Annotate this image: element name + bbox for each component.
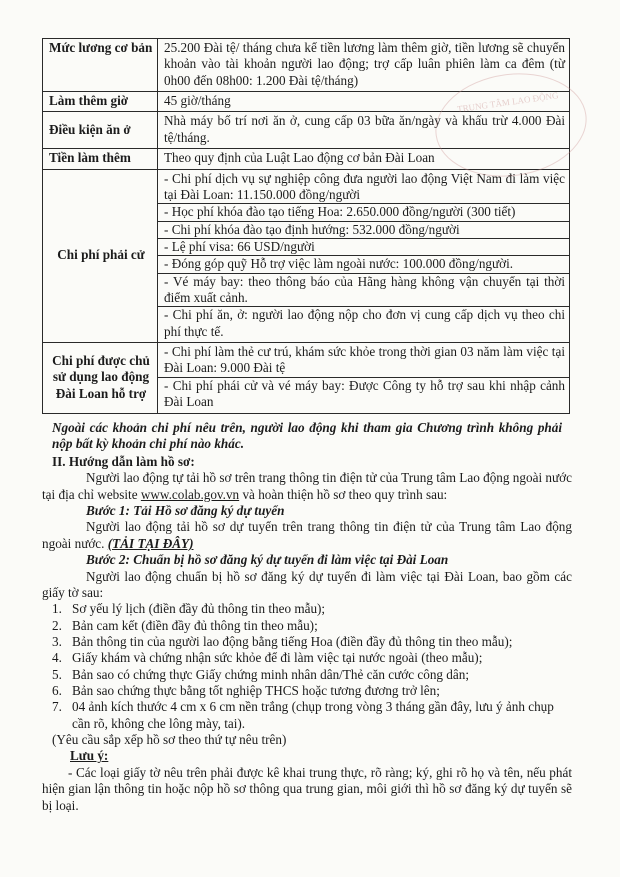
- list-item: 7. 04 ảnh kích thước 4 cm x 6 cm nền trắng (chụp trong vòng 3 tháng gần đây, lưu ý ảnh chụp cần rõ, không che lông mày, tai).: [52, 699, 554, 731]
- cost-item: - Vé máy bay: theo thông báo của Hãng hàng không vận chuyển tại thời điểm xuất cảnh.: [158, 274, 569, 308]
- row-value-overtime-pay: Theo quy định của Luật Lao động cơ bản Đài Loan: [158, 149, 570, 169]
- table-row: [43, 169, 570, 343]
- row-label-overtime: Làm thêm giờ: [43, 92, 158, 112]
- step-2-text: Người lao động chuẩn bị hồ sơ đăng ký dự tuyển đi làm việc tại Đài Loan, bao gồm các giấy tờ sau:: [42, 568, 572, 600]
- list-item: 5. Bản sao có chứng thực Giấy chứng minh nhân dân/Thẻ căn cước công dân;: [52, 666, 470, 682]
- cost-item: - Học phí khóa đào tạo tiếng Hoa: 2.650.000 đồng/người (300 tiết): [158, 204, 569, 221]
- list-item: 6. Bản sao chứng thực bằng tốt nghiệp THCS hoặc tương đương trở lên;: [52, 683, 440, 699]
- documents-list: [42, 601, 572, 732]
- step-2-title: Bước 2: Chuẩn bị hồ sơ đăng ký dự tuyển đi làm việc tại Đài Loan: [86, 552, 449, 568]
- table-row: [43, 149, 570, 169]
- row-value-salary: 25.200 Đài tệ/ tháng chưa kể tiền lương làm thêm giờ, tiền lương sẽ chuyển khoản vào tài khoản người lao động; trợ cấp luân phiên làm ca đêm (từ 0h00 đến 08h00: 1.200 Đài tệ/tháng): [158, 39, 570, 92]
- table-row: [43, 343, 570, 413]
- list-item: 4. Giấy khám và chứng nhận sức khỏe để đi làm việc tại nước ngoài (theo mẫu);: [52, 650, 483, 666]
- download-link[interactable]: (TẢI TẠI ĐÂY): [107, 535, 194, 551]
- list-item: 2. Bản cam kết (điền đầy đủ thông tin theo mẫu);: [52, 617, 318, 633]
- section-2: [42, 454, 572, 814]
- row-value-costs: [158, 169, 570, 343]
- cost-item: - Chi phí dịch vụ sự nghiệp công đưa người lao động Việt Nam đi làm việc tại Đài Loan: 11.150.000 đồng/người: [158, 171, 569, 205]
- faded-stamp: TRUNG TÂM LAO ĐỘNG: [429, 64, 594, 186]
- row-value-overtime: 45 giờ/tháng: [158, 92, 570, 112]
- cost-item: - Đóng góp quỹ Hỗ trợ việc làm ngoài nước: 100.000 đồng/người.: [158, 256, 569, 273]
- website-link[interactable]: www.colab.gov.vn: [140, 486, 240, 502]
- row-label-support: Chi phí được chủ sử dụng lao động Đài Loan hỗ trợ: [43, 343, 158, 413]
- cost-item: - Chi phí khóa đào tạo định hướng: 532.000 đồng/người: [158, 222, 569, 239]
- row-value-support: [158, 343, 570, 413]
- step-1-text: Người lao động tải hồ sơ dự tuyển trên trang thông tin điện tử của Trung tâm Lao động ngoài nước. (TẢI TẠI ĐÂY): [42, 519, 572, 551]
- row-label-costs: Chi phí phải cử: [43, 169, 158, 343]
- row-label-overtime-pay: Tiền làm thêm: [43, 149, 158, 169]
- cost-item: - Chi phí ăn, ở: người lao động nộp cho đơn vị cung cấp dịch vụ theo chi phí thực tế.: [164, 307, 565, 339]
- order-note: (Yêu cầu sắp xếp hồ sơ theo thứ tự nêu trên): [52, 732, 287, 748]
- table-row: [43, 92, 570, 112]
- note-heading: Lưu ý:: [70, 748, 109, 764]
- section-2-title: II. Hướng dẫn làm hồ sơ:: [52, 454, 195, 469]
- step-1-title: Bước 1: Tải Hồ sơ đăng ký dự tuyển: [86, 503, 285, 519]
- table-row: [43, 39, 570, 92]
- table-row: [43, 112, 570, 149]
- note-text: - Các loại giấy tờ nêu trên phải được kê khai trung thực, rõ ràng; ký, ghi rõ họ và tên, nếu phát hiện gian lận thông tin hoặc nộp hồ sơ thông qua trung gian, môi giới thì hồ sơ đăng ký dự tuyển sẽ bị loại.: [42, 764, 572, 813]
- cost-note: Ngoài các khoản chi phí nêu trên, người lao động khi tham gia Chương trình không phải nộp bất kỳ khoản chi phí nào khác.: [52, 420, 562, 452]
- job-info-table: [42, 38, 570, 414]
- row-label-accommodation: Điều kiện ăn ở: [43, 112, 158, 149]
- list-item: 3. Bản thông tin của người lao động bằng tiếng Hoa (điền đầy đủ thông tin theo mẫu);: [52, 633, 513, 649]
- list-item: 1. Sơ yếu lý lịch (điền đầy đủ thông tin theo mẫu);: [52, 601, 326, 617]
- support-item: - Chi phí phái cử và vé máy bay: Được Công ty hỗ trợ sau khi nhập cảnh Đài Loan: [164, 377, 565, 410]
- row-value-accommodation: Nhà máy bố trí nơi ăn ở, cung cấp 03 bữa ăn/ngày và khấu trừ 4.000 Đài tệ/tháng.: [158, 112, 570, 149]
- section-2-intro: Người lao động tự tải hồ sơ trên trang thông tin điện tử của Trung tâm Lao động ngoài nước tại địa chỉ website www.colab.gov.vn và hoàn thiện hồ sơ theo quy trình sau:: [42, 470, 572, 502]
- cost-item: - Lệ phí visa: 66 USD/người: [158, 239, 569, 256]
- row-label-salary: Mức lương cơ bản: [43, 39, 158, 92]
- support-item: - Chi phí làm thẻ cư trú, khám sức khỏe trong thời gian 03 năm làm việc tại Đài Loan: 9.000 Đài tệ: [158, 344, 569, 378]
